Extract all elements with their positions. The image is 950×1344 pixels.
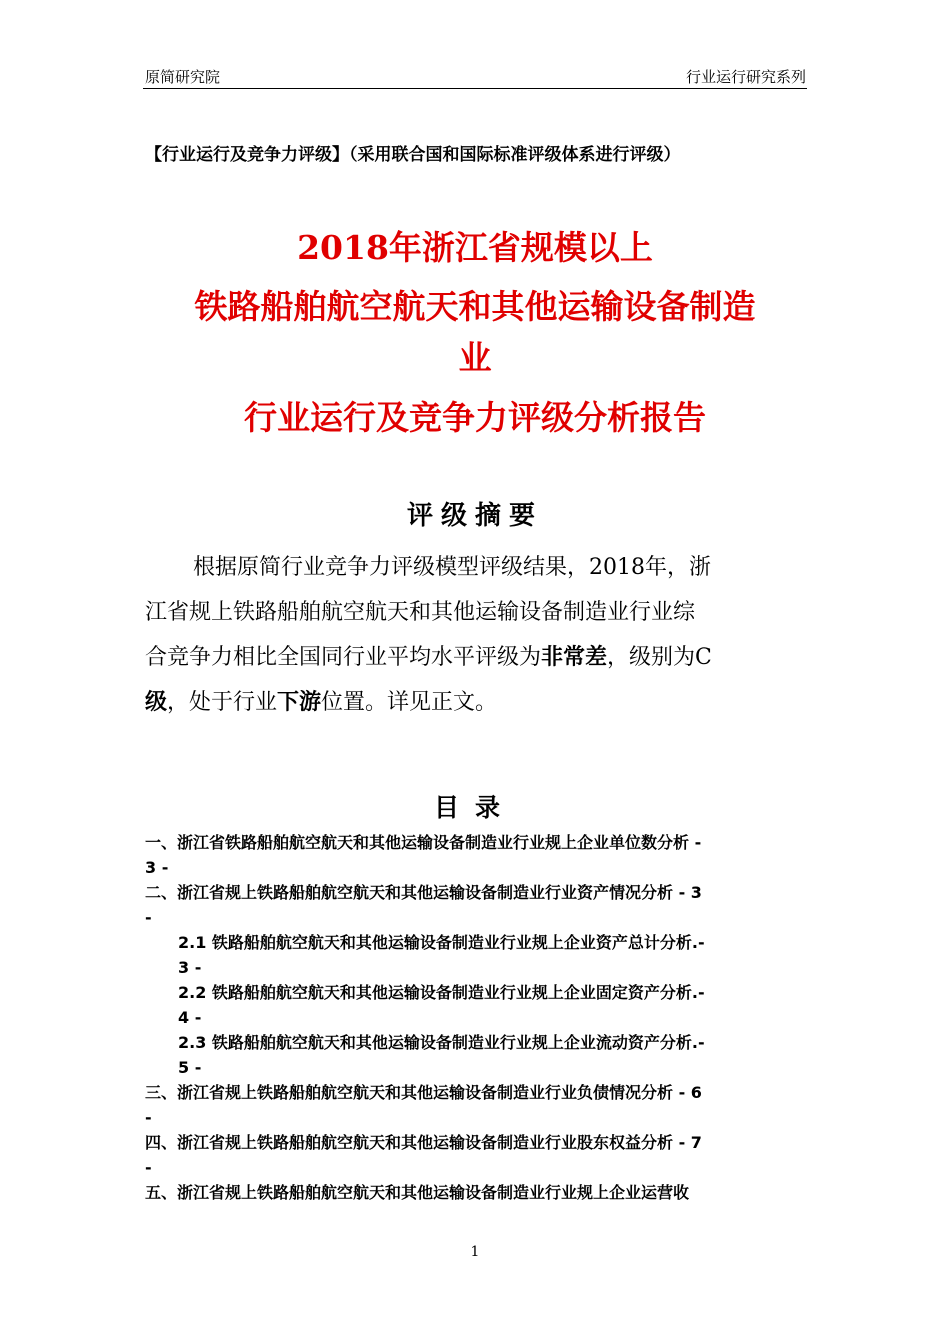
- toc-entry-3-page[interactable]: -: [145, 1108, 152, 1127]
- toc-entry-1[interactable]: 一、浙江省铁路船舶航空航天和其他运输设备制造业行业规上企业单位数分析 -: [145, 833, 702, 852]
- summary-text: ，处于行业: [167, 690, 278, 715]
- report-title-line-3: 业: [458, 338, 492, 377]
- toc-entry-3[interactable]: 三、浙江省规上铁路船舶航空航天和其他运输设备制造业行业负债情况分析 - 6: [145, 1083, 702, 1102]
- toc-heading: 目录: [433, 793, 516, 822]
- toc-entry-2-3[interactable]: 2.3 铁路船舶航空航天和其他运输设备制造业行业规上企业流动资产分析.-: [178, 1033, 705, 1052]
- rating-note: 【行业运行及竞争力评级】（采用联合国和国际标准评级体系进行评级）: [145, 145, 681, 165]
- toc-entry-2-2[interactable]: 2.2 铁路船舶航空航天和其他运输设备制造业行业规上企业固定资产分析.-: [178, 983, 705, 1002]
- summary-paragraph: [145, 545, 809, 725]
- toc-entry-2-2-page[interactable]: 4 -: [178, 1008, 202, 1027]
- summary-line-4: [145, 680, 809, 725]
- page-number: 1: [470, 1244, 480, 1260]
- header-right: 行业运行研究系列: [685, 68, 806, 86]
- summary-line-2: 江省规上铁路船舶航空航天和其他运输设备制造业行业综: [145, 600, 696, 625]
- summary-text: 合竞争力相比全国同行业平均水平评级为: [145, 645, 542, 670]
- header-divider: [143, 88, 807, 89]
- toc-entry-1-page[interactable]: 3 -: [145, 858, 169, 877]
- summary-line-1: 根据原简行业竞争力评级模型评级结果，2018年，浙: [193, 555, 711, 580]
- toc-entry-2-1-page[interactable]: 3 -: [178, 958, 202, 977]
- report-title-line-2: 铁路船舶航空航天和其他运输设备制造: [194, 287, 756, 326]
- summary-line-3: [145, 635, 809, 680]
- toc-entry-4-page[interactable]: -: [145, 1158, 152, 1177]
- toc-entry-4[interactable]: 四、浙江省规上铁路船舶航空航天和其他运输设备制造业行业股东权益分析 - 7: [145, 1133, 702, 1152]
- report-title-line-1: 2018年浙江省规模以上: [297, 228, 653, 267]
- toc-entry-2[interactable]: 二、浙江省规上铁路船舶航空航天和其他运输设备制造业行业资产情况分析 - 3: [145, 883, 702, 902]
- summary-heading: 评级摘要: [406, 501, 543, 531]
- toc-entry-2-page[interactable]: -: [145, 908, 152, 927]
- report-title-line-4: 行业运行及竞争力评级分析报告: [244, 398, 706, 437]
- toc-entry-2-1[interactable]: 2.1 铁路船舶航空航天和其他运输设备制造业行业规上企业资产总计分析.-: [178, 933, 705, 952]
- rating-grade-suffix: 级: [145, 689, 168, 715]
- industry-position: 下游: [277, 689, 322, 715]
- summary-text: 位置。详见正文。: [321, 690, 498, 715]
- toc-entry-2-3-page[interactable]: 5 -: [178, 1058, 202, 1077]
- rating-result: 非常差: [541, 644, 608, 670]
- table-of-contents: [145, 830, 809, 1205]
- summary-text: ，级别为C: [607, 645, 712, 670]
- toc-entry-5[interactable]: 五、浙江省规上铁路船舶航空航天和其他运输设备制造业行业规上企业运营收: [145, 1183, 690, 1202]
- header-left: 原简研究院: [145, 68, 221, 86]
